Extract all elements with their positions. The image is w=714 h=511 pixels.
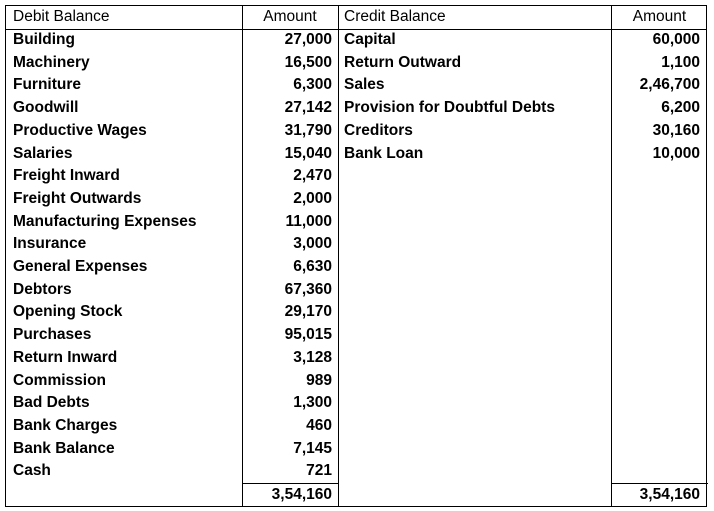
debit-amount: 29,170: [284, 303, 332, 321]
column-divider-1: [242, 6, 243, 506]
credit-account-name: [338, 460, 611, 483]
credit-amount: [611, 460, 708, 483]
credit-account-name: [338, 324, 611, 347]
debit-amount: 95,015: [284, 326, 332, 344]
table-row: [6, 143, 706, 166]
table-row: [6, 460, 706, 483]
table-row: [6, 29, 706, 52]
debit-account-name: Freight Outwards: [13, 189, 142, 207]
debit-amount: 6,300: [293, 76, 332, 94]
debit-amount: 27,000: [284, 31, 332, 48]
table-row: [6, 211, 706, 234]
debit-account-name: Bank Balance: [13, 439, 115, 457]
credit-account-name: Sales: [344, 76, 385, 94]
debit-amount: 31,790: [284, 121, 332, 139]
debit-amount: 11,000: [285, 212, 332, 230]
credit-amount: [611, 233, 708, 256]
table-row: [6, 392, 706, 415]
credit-amount: [611, 165, 708, 188]
credit-amount: [611, 211, 708, 234]
credit-amount: 60,000: [652, 31, 700, 48]
table-row: [6, 233, 706, 256]
credit-account-name: [338, 279, 611, 302]
credit-amount: 2,46,700: [639, 76, 700, 94]
credit-amount: [611, 370, 708, 393]
credit-account-name: Creditors: [344, 121, 413, 139]
credit-amount: [611, 188, 708, 211]
table-row: [6, 347, 706, 370]
debit-total: 3,54,160: [271, 485, 332, 503]
debit-amount: 67,360: [284, 280, 332, 298]
table-row: [6, 438, 706, 461]
credit-amount: [611, 347, 708, 370]
column-divider-3: [611, 6, 612, 506]
column-divider-2: [338, 6, 339, 506]
debit-account-name: Manufacturing Expenses: [13, 212, 197, 230]
header-divider: [6, 29, 706, 30]
debit-account-name: Opening Stock: [13, 303, 123, 321]
debit-account-name: Machinery: [13, 53, 90, 71]
debit-account-name: Insurance: [13, 235, 87, 253]
credit-total-rule: [611, 483, 708, 484]
debit-amount: 989: [306, 371, 332, 389]
debit-account-name: Commission: [13, 371, 107, 389]
credit-amount: [611, 279, 708, 302]
credit-amount: 10,000: [652, 144, 700, 162]
table-row: [6, 120, 706, 143]
debit-account-name: Salaries: [13, 144, 73, 162]
credit-account-name: [338, 211, 611, 234]
table-row: [6, 415, 706, 438]
credit-account-name: Capital: [344, 31, 396, 48]
debit-account-name: Freight Inward: [13, 167, 120, 185]
table-row: [6, 74, 706, 97]
debit-total-rule: [242, 483, 338, 484]
table-row: [6, 188, 706, 211]
totals-row: [6, 484, 706, 507]
header-debit-balance: Debit Balance: [13, 8, 110, 25]
debit-amount: 3,000: [293, 235, 332, 253]
header-debit-amount: Amount: [263, 8, 317, 25]
debit-account-name: Bad Debts: [13, 394, 90, 412]
credit-account-name: [338, 301, 611, 324]
debit-amount: 1,300: [293, 394, 332, 412]
credit-total: 3,54,160: [639, 485, 700, 503]
debit-amount: 721: [306, 462, 332, 480]
debit-amount: 16,500: [284, 53, 332, 71]
table-row: [6, 256, 706, 279]
header-row: [6, 6, 706, 29]
table-row: [6, 370, 706, 393]
credit-account-name: [338, 415, 611, 438]
debit-amount: 460: [306, 416, 332, 434]
credit-account-name: [338, 188, 611, 211]
debit-account-name: Building: [13, 31, 75, 48]
credit-amount: 1,100: [661, 53, 700, 71]
credit-account-name: [338, 165, 611, 188]
header-credit-amount: Amount: [632, 8, 687, 25]
table-row: [6, 301, 706, 324]
debit-amount: 3,128: [293, 348, 332, 366]
credit-account-name: [338, 438, 611, 461]
header-credit-balance: Credit Balance: [344, 8, 446, 25]
debit-account-name: Goodwill: [13, 99, 79, 117]
debit-amount: 2,470: [293, 167, 332, 185]
debit-account-name: Cash: [13, 462, 51, 480]
debit-amount: 15,040: [284, 144, 332, 162]
table-row: [6, 324, 706, 347]
debit-account-name: Return Inward: [13, 348, 118, 366]
credit-account-name: [338, 233, 611, 256]
credit-account-name: Return Outward: [344, 53, 462, 71]
credit-amount: 6,200: [661, 99, 700, 117]
trial-balance-table: [5, 5, 707, 507]
debit-account-name: Productive Wages: [13, 121, 147, 139]
debit-amount: 2,000: [293, 189, 332, 207]
table-row: [6, 52, 706, 75]
debit-account-name: Furniture: [13, 76, 82, 94]
credit-account-name: [338, 256, 611, 279]
debit-amount: 7,145: [293, 439, 332, 457]
debit-amount: 27,142: [284, 99, 332, 117]
credit-amount: [611, 415, 708, 438]
table-row: [6, 97, 706, 120]
credit-amount: [611, 324, 708, 347]
debit-account-name: Bank Charges: [13, 416, 118, 434]
credit-account-name: [338, 370, 611, 393]
debit-account-name: Purchases: [13, 326, 92, 344]
table-row: [6, 279, 706, 302]
credit-amount: 30,160: [652, 121, 700, 139]
table-row: [6, 165, 706, 188]
credit-amount: [611, 256, 708, 279]
credit-account-name: Bank Loan: [344, 144, 424, 162]
credit-account-name: Provision for Doubtful Debts: [344, 99, 555, 117]
debit-account-name: Debtors: [13, 280, 72, 298]
credit-amount: [611, 438, 708, 461]
credit-account-name: [338, 392, 611, 415]
credit-amount: [611, 301, 708, 324]
credit-account-name: [338, 347, 611, 370]
credit-amount: [611, 392, 708, 415]
debit-account-name: General Expenses: [13, 258, 148, 275]
debit-amount: 6,630: [293, 258, 332, 275]
